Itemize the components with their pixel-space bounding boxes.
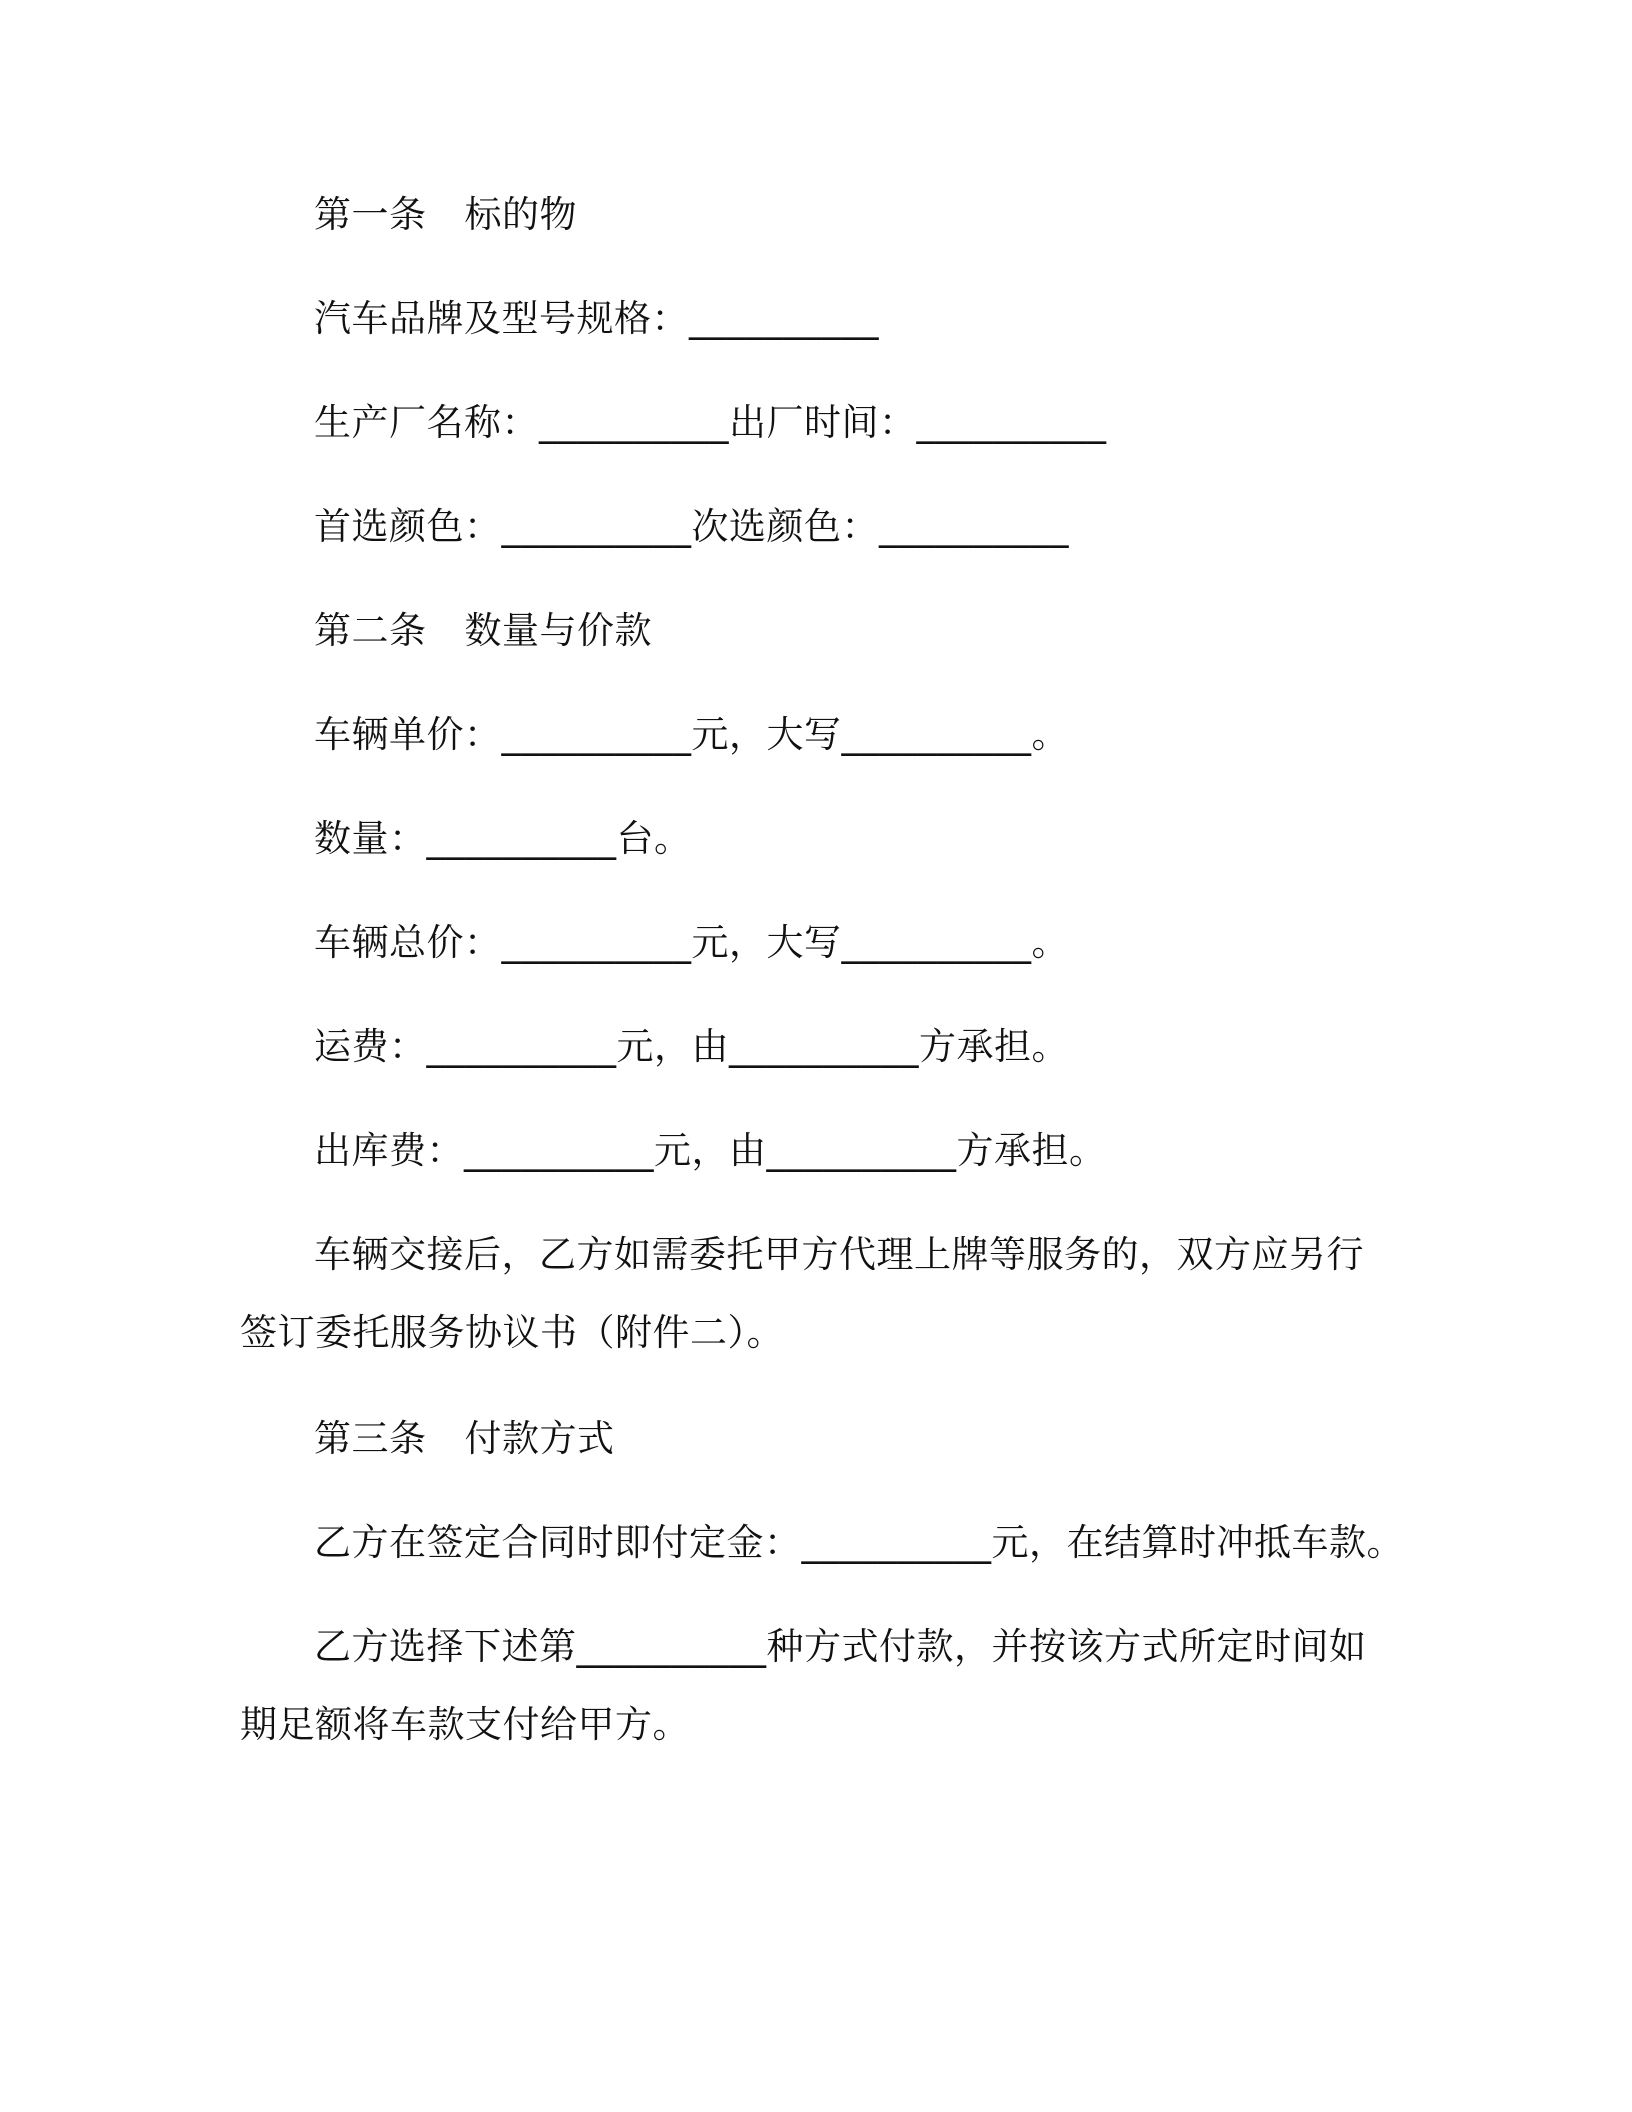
section-number: 第二条 [314,609,427,652]
text-line: 车辆总价：__________元，大写__________。 [314,921,1069,964]
section-heading-3 [314,1414,615,1464]
text-line: 汽车品牌及型号规格：__________ [314,297,879,340]
text-line: 生产厂名称：__________出厂时间：__________ [314,401,1107,444]
section-number: 第三条 [314,1417,427,1460]
text-line: 首选颜色：__________次选颜色：__________ [314,505,1069,548]
text-line: 出库费：__________元，由__________方承担。 [314,1129,1107,1172]
text-line: 乙方在签定合同时即付定金：__________元，在结算时冲抵车款。 [314,1521,1404,1564]
section-title: 数量与价款 [464,609,652,652]
paragraph: 乙方选择下述第__________种方式付款，并按该方式所定时间如期足额将车款支付给甲方。 [240,1625,1367,1746]
text-line: 车辆单价：__________元，大写__________。 [314,713,1069,756]
text-line: 运费：__________元，由__________方承担。 [314,1025,1069,1068]
paragraph: 车辆交接后，乙方如需委托甲方代理上牌等服务的，双方应另行签订委托服务协议书（附件二）。 [240,1233,1364,1354]
section-heading-2 [314,606,652,656]
section-heading-1 [314,190,577,240]
text-line: 数量：__________台。 [314,817,692,860]
section-number: 第一条 [314,193,427,236]
section-title: 付款方式 [464,1417,615,1460]
section-title: 标的物 [464,193,577,236]
